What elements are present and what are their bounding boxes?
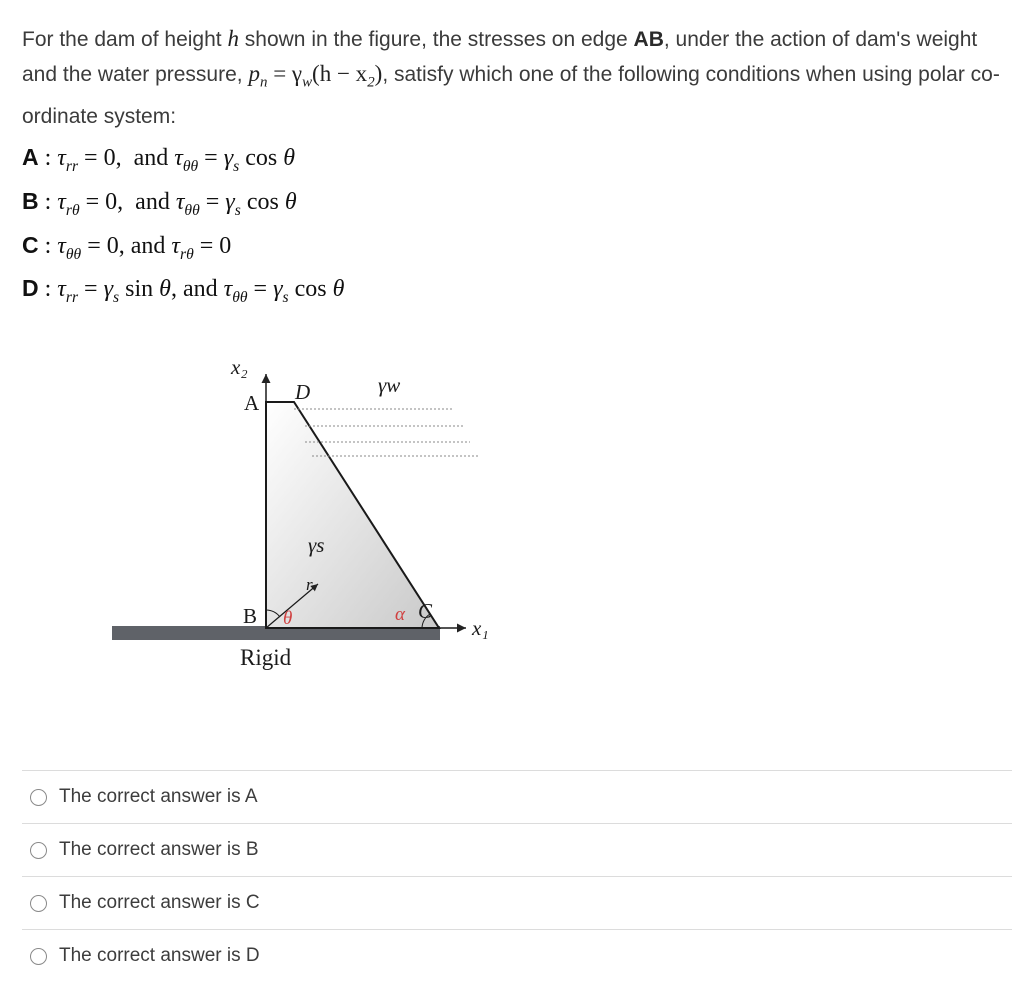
r-label: r bbox=[306, 575, 313, 594]
options-list bbox=[22, 140, 344, 315]
question-part: shown in the figure, the stresses on edge bbox=[238, 28, 634, 51]
height-symbol: h bbox=[227, 26, 239, 51]
radio-button[interactable] bbox=[30, 895, 47, 912]
radio-button[interactable] bbox=[30, 948, 47, 965]
answer-option-c[interactable] bbox=[22, 876, 1012, 929]
answer-choices bbox=[22, 770, 1012, 982]
alpha-label: α bbox=[395, 604, 405, 625]
option-a: A : $\tau_{rr} = 0$, and $\tau_{\theta\theta} = \gamma_s$ cos θ bbox=[22, 144, 296, 175]
option-c: C : $\tau_{\theta\theta} = 0$, and $\tau_{r\theta} = 0$ bbox=[22, 231, 232, 263]
b-label: B bbox=[243, 604, 258, 628]
rigid-label: Rigid bbox=[240, 645, 292, 670]
a-label: A bbox=[244, 391, 260, 415]
answer-option-a[interactable] bbox=[22, 770, 1012, 823]
question-part: For the dam of height bbox=[22, 28, 228, 51]
answer-label: The correct answer is B bbox=[59, 839, 259, 860]
question-part: , satisfy which one of the following conditions when using polar co-ordinate system: bbox=[22, 63, 1000, 128]
c-label: C bbox=[418, 599, 433, 623]
answer-option-d[interactable] bbox=[22, 929, 1012, 982]
option-d: D : $\tau_{rr} = \gamma_s$ sin θ, and $\tau_{\theta\theta} = \gamma_s$ cos θ bbox=[22, 275, 345, 307]
pressure-formula: $p_n = \gamma_w(h - x_2)$ bbox=[248, 61, 383, 91]
question-part: , under the action of dam's weight and the water pressure, bbox=[22, 28, 978, 86]
answer-option-b[interactable] bbox=[22, 823, 1012, 876]
dam-figure bbox=[100, 352, 520, 682]
answer-label: The correct answer is D bbox=[59, 945, 260, 966]
option-b: B : $\tau_{r\theta} = 0$, and $\tau_{\theta\theta} = \gamma_s$ cos θ bbox=[22, 187, 297, 219]
d-label: D bbox=[295, 380, 311, 404]
theta-label: θ bbox=[283, 608, 293, 629]
answer-label: The correct answer is C bbox=[59, 892, 260, 913]
edge-label: AB bbox=[633, 28, 664, 51]
answer-label: The correct answer is A bbox=[59, 786, 258, 807]
gamma-w-label: γw bbox=[378, 373, 401, 397]
radio-button[interactable] bbox=[30, 789, 47, 806]
gamma-s-label: γs bbox=[308, 533, 325, 557]
x1-axis-label: x₁ bbox=[472, 616, 489, 640]
x2-axis-label: x₂ bbox=[231, 355, 248, 379]
radio-button[interactable] bbox=[30, 842, 47, 859]
question-text bbox=[22, 22, 1012, 134]
dam-body bbox=[266, 402, 439, 628]
